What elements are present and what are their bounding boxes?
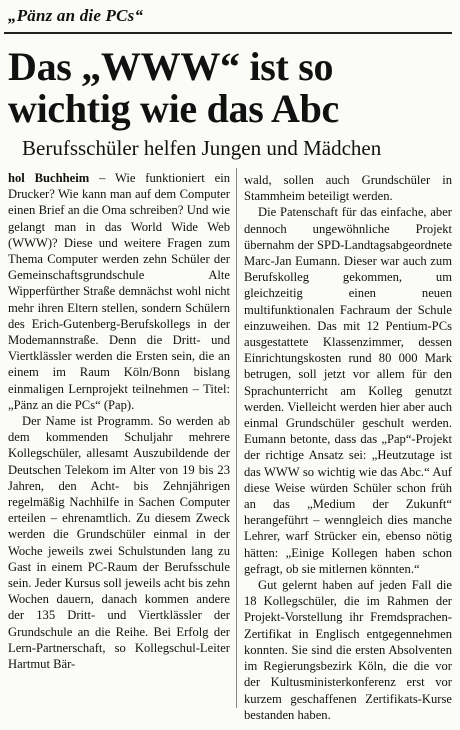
kicker-divider xyxy=(4,32,452,34)
column-divider xyxy=(236,168,237,708)
paragraph: Der Name ist Programm. So werden ab dem kommenden Schuljahr mehrere Kollegschüler, allesamt Auszubildende der Deutschen Telekom im Alter von 19 bis 23 Jahren, den Acht- bis Zehnjährigen regelmäßig Nachhilfe in Sachen Computer erteilen – ehrenamtlich. Zu diesem Zweck werden die Grundschüler einmal in der Woche jeweils zwei Schulstunden lang zu Gast in einem PC-Raum der Berufsschule sein. Jeder Kursus soll jeweils acht bis zehn Wochen dauern, danach kommen andere der 135 Dritt- und Viertklässler der Grundschule an die Reihe. Bei Erfolg der Lern-Partnerschaft, so Kollegschul-Leiter Hartmut Bär- xyxy=(8,414,230,672)
article-column-left xyxy=(8,170,230,672)
paragraph: wald, sollen auch Grundschüler in Stammheim beteiligt werden. xyxy=(244,173,452,204)
article-kicker: „Pänz an die PCs“ xyxy=(8,6,144,25)
article-subheadline: Berufsschüler helfen Jungen und Mädchen xyxy=(22,136,382,160)
article-headline: Das „WWW“ ist so wichtig wie das Abc xyxy=(8,44,339,131)
paragraph-text: – Wie funktioniert ein Drucker? Wie kann man auf dem Computer einen Brief an die Oma schreiben? Und wie gelangt man in das World Wide Web (WWW)? Diese und weitere Fragen zum Thema Computer werden zehn Schüler der Gemeinschaftsgrundschule Alte Wipperfürther Straße demnächst wohl nicht mehr ihren Eltern stellen, sondern Schülern des Erich-Gutenberg-Berufskollegs in der Modemannstraße. Denn die Dritt- und Viertklässler werden die Ersten sein, die an einem im Raum Köln/Bonn bislang einmaligen Lernprojekt teilnehmen – Titel: „Pänz an die PCs“ (Pap). xyxy=(8,171,230,412)
paragraph: Die Patenschaft für das einfache, aber dennoch ungewöhnliche Projekt übernahm der SPD-Landtagsabgeordnete Marc-Jan Eumann. Dieser war auch zum Berufskolleg gekommen, um gleichzeitig einen neuen multifunktionalen Fachraum der Schule einzuweihen. Das mit 12 Pentium-PCs ausgestattete Klassenzimmer, dessen Einrichtungskosten rund 80 000 Mark betrugen, soll jetzt vor allem für den Sprachunterricht am Kolleg genutzt werden. Vielleicht werden hier aber auch einmal Grundschüler geschult werden. Eumann betonte, dass das „Pap“-Projekt der richtige Ansatz sei: „Heutzutage ist das WWW so wichtig wie das Abc.“ Auf diese Weise würden Schüler schon früh an das „Medium der Zukunft“ herangeführt – wenngleich dies manche Lehrer, warf Strücker ein, ebenso nötig hätten: „Einige Kollegen haben schon gefragt, ob sie mitlernen könnten.“ xyxy=(244,205,452,576)
paragraph: Gut gelernt haben auf jeden Fall die 18 Kollegschüler, die im Rahmen der Projekt-Vorstellung ihr Fremdsprachen-Zertifikat in Englisch entgegennehmen konnten. Sie sind die ersten Absolventen im Regierungsbezirk Köln, die die vor der Kultusministerkonferenz erst vor kurzem geschaffenen Zertifikats-Kurse bestanden haben. xyxy=(244,578,452,722)
article-column-right xyxy=(244,172,452,723)
paragraph xyxy=(8,170,230,413)
dateline: hol Buchheim xyxy=(8,171,90,185)
